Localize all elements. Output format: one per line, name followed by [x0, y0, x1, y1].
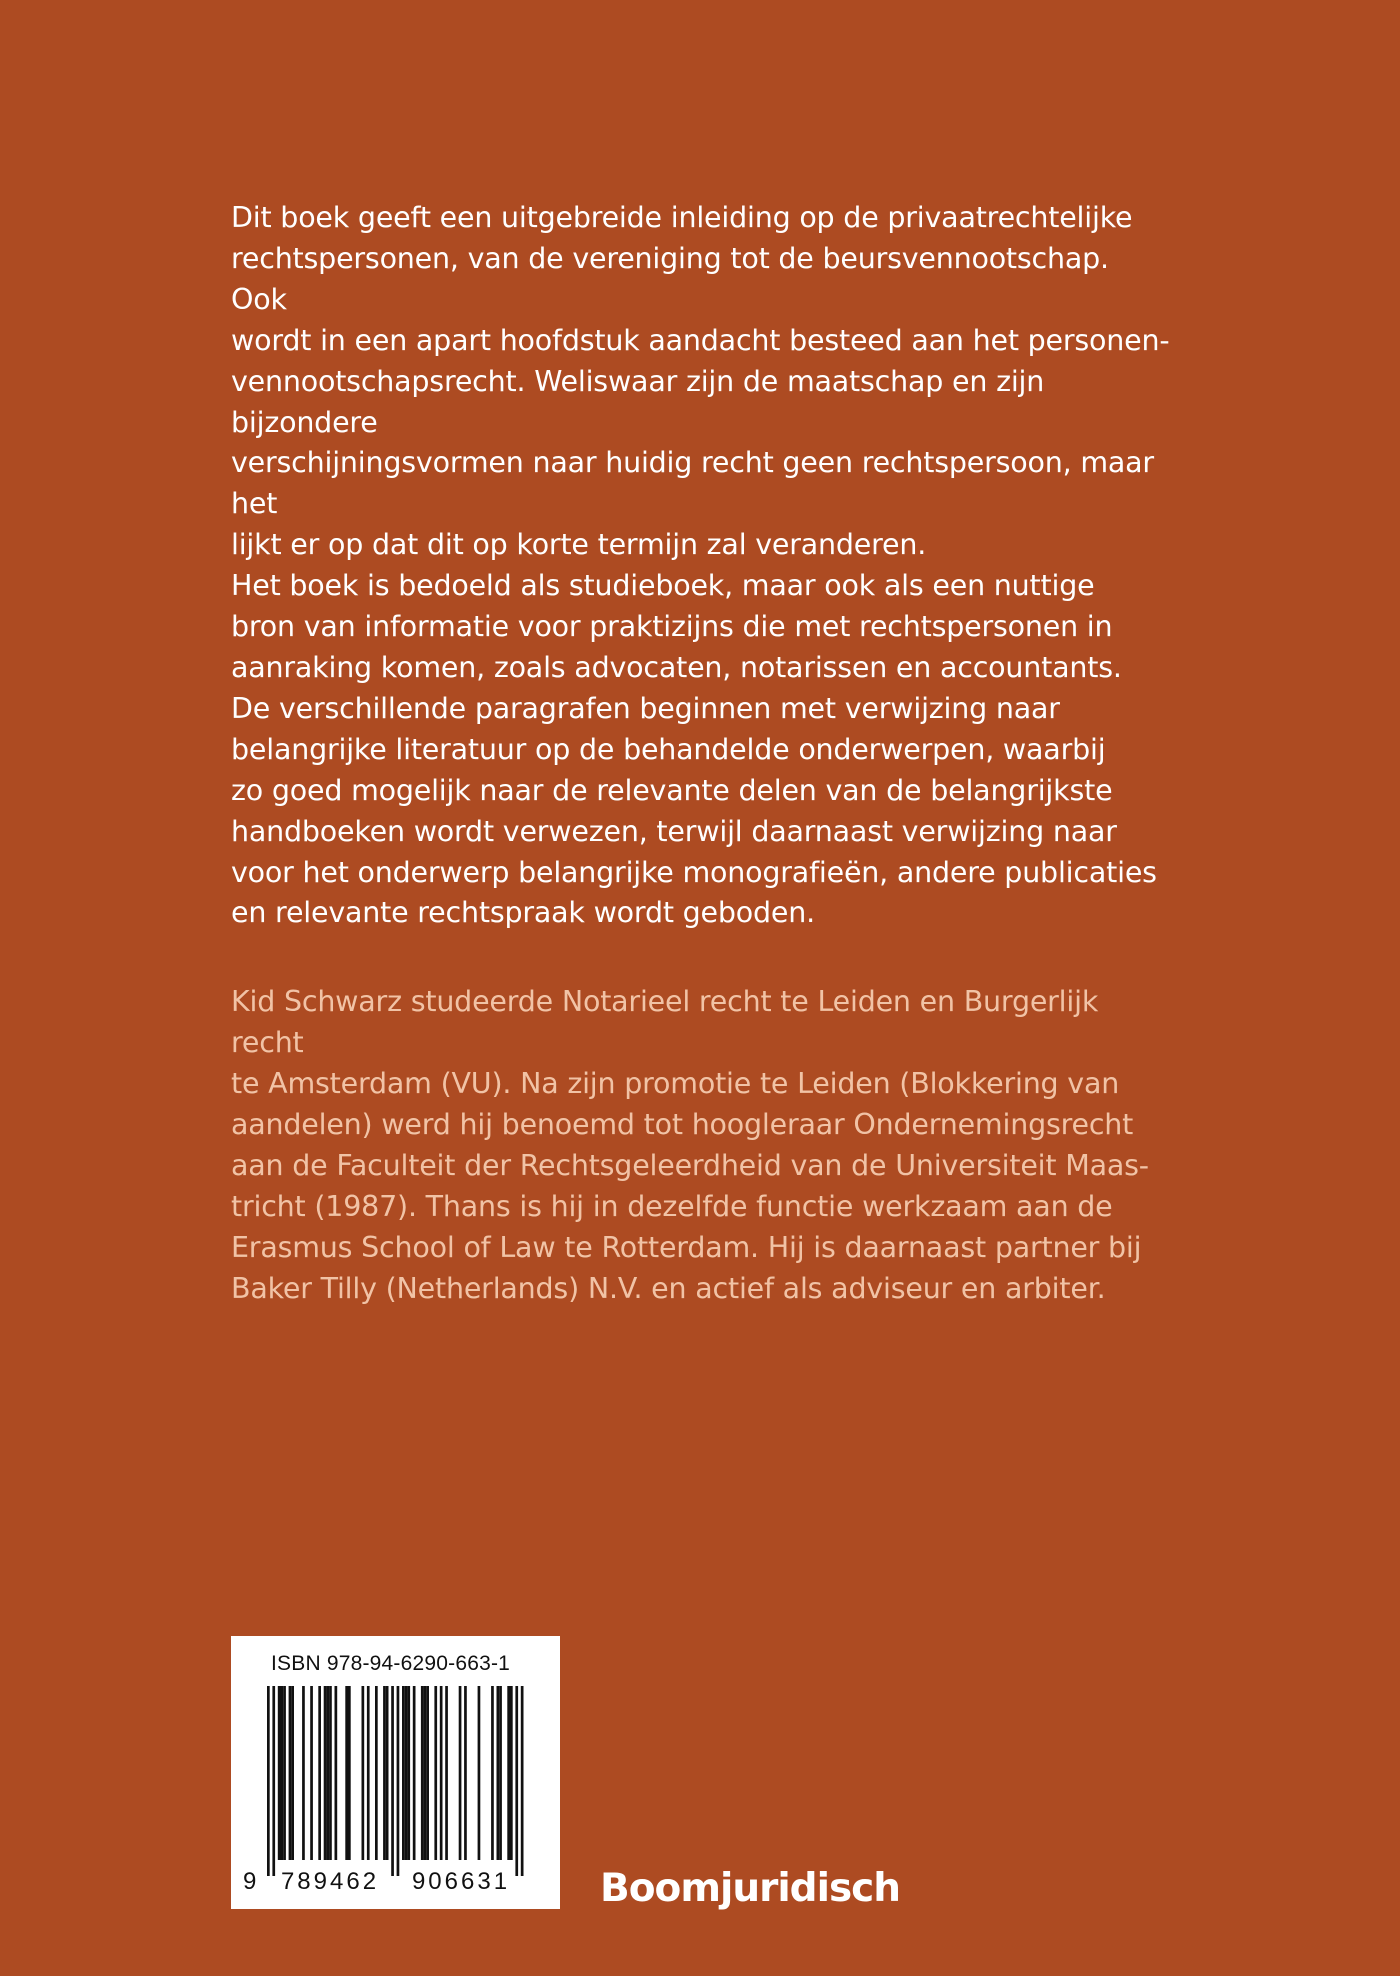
barcode-bar: [497, 1686, 500, 1860]
barcode-bar: [375, 1686, 378, 1860]
barcode-bar: [459, 1686, 462, 1860]
barcode-bar: [413, 1686, 416, 1860]
barcode-bar: [324, 1686, 327, 1860]
barcode-bar: [407, 1686, 410, 1860]
barcode-bar: [326, 1686, 329, 1860]
barcode-guard-bar: [397, 1686, 400, 1876]
ean-right-digits: 906631: [411, 1868, 511, 1895]
barcode-bar: [402, 1686, 405, 1860]
isbn-label: ISBN 978-94-6290-663-1: [271, 1652, 511, 1675]
back-cover-text: [231, 198, 1171, 1310]
isbn-barcode: [231, 1636, 560, 1909]
barcode-bar: [507, 1686, 510, 1860]
barcode-bar: [464, 1686, 467, 1860]
barcode-bar: [445, 1686, 448, 1860]
barcode-bar: [318, 1686, 321, 1860]
ean-left-digits: 789462: [280, 1868, 380, 1895]
barcode-bar: [421, 1686, 424, 1860]
barcode-guard-bar: [391, 1686, 394, 1876]
barcode-bar: [426, 1686, 429, 1860]
barcode-bar: [510, 1686, 513, 1860]
author-bio: Kid Schwarz studeerde Notarieel recht te Leiden en Burgerlijk recht te Amsterdam (VU). Na zijn promotie te Leiden (Blokkering van aandelen) werd hij benoemd tot hoogleraar Ondernemingsrecht aan de Faculteit der Rechtsgeleerdheid van de Universiteit Maas- tricht (1987). Thans is hij in dezelfde functie werkzaam aan de Erasmus School of Law te Rotterdam. Hij is daarnaast partner bij Baker Tilly (Netherlands) N.V. en actief als adviseur en arbiter.: [231, 985, 1149, 1305]
book-description: Dit boek geeft een uitgebreide inleiding op de privaatrechtelijke rechtspersonen, van de vereniging tot de beursvennootschap. Ook wordt in een apart hoofdstuk aandacht besteed aan het personen- vennootschapsrecht. Weliswaar zijn de maatschap en zijn bijzondere verschijningsvormen naar huidig recht geen rechtspersoon, maar het lijkt er op dat dit op korte termijn zal veranderen. Het boek is bedoeld als studieboek, maar ook als een nuttige bron van informatie voor praktizijns die met rechtspersonen in aanraking komen, zoals advocaten, notarissen en accountants. De verschillende paragrafen beginnen met verwijzing naar belangrijke literatuur op de behandelde onderwerpen, waarbij zo goed mogelijk naar de relevante delen van de belangrijkste handboeken wordt verwezen, terwijl daarnaast verwijzing naar voor het onderwerp belangrijke monografieën, andere publicaties en relevante rechtspraak wordt geboden.: [231, 201, 1170, 930]
barcode-bar: [283, 1686, 286, 1860]
barcode-bar: [291, 1686, 294, 1860]
barcode-bar: [383, 1686, 386, 1860]
barcode-bar: [362, 1686, 365, 1860]
barcode-bar: [335, 1686, 338, 1860]
barcode-guard-bar: [272, 1686, 275, 1876]
barcode-bar: [440, 1686, 443, 1860]
barcode-bar: [405, 1686, 408, 1860]
barcode-bar: [278, 1686, 281, 1860]
barcode-bar: [348, 1686, 351, 1860]
publisher-logo: Boomjuridisch: [600, 1866, 901, 1911]
barcode-bar: [345, 1686, 348, 1860]
barcode-bar: [289, 1686, 292, 1860]
barcode-bar: [367, 1686, 370, 1860]
barcode-bar: [434, 1686, 437, 1860]
barcode-bar: [329, 1686, 332, 1860]
barcode-bar: [281, 1686, 284, 1860]
barcode-bar: [386, 1686, 389, 1860]
barcode-bar: [478, 1686, 481, 1860]
barcode-bar: [424, 1686, 427, 1860]
barcode-bar: [499, 1686, 502, 1860]
barcode-guard-bar: [521, 1686, 524, 1876]
barcode-guard-bar: [267, 1686, 270, 1876]
barcode-guard-bar: [515, 1686, 518, 1876]
barcode-bar: [310, 1686, 313, 1860]
barcode-bar: [491, 1686, 494, 1860]
ean-first-digit: 9: [243, 1868, 257, 1895]
barcode-bar: [302, 1686, 305, 1860]
